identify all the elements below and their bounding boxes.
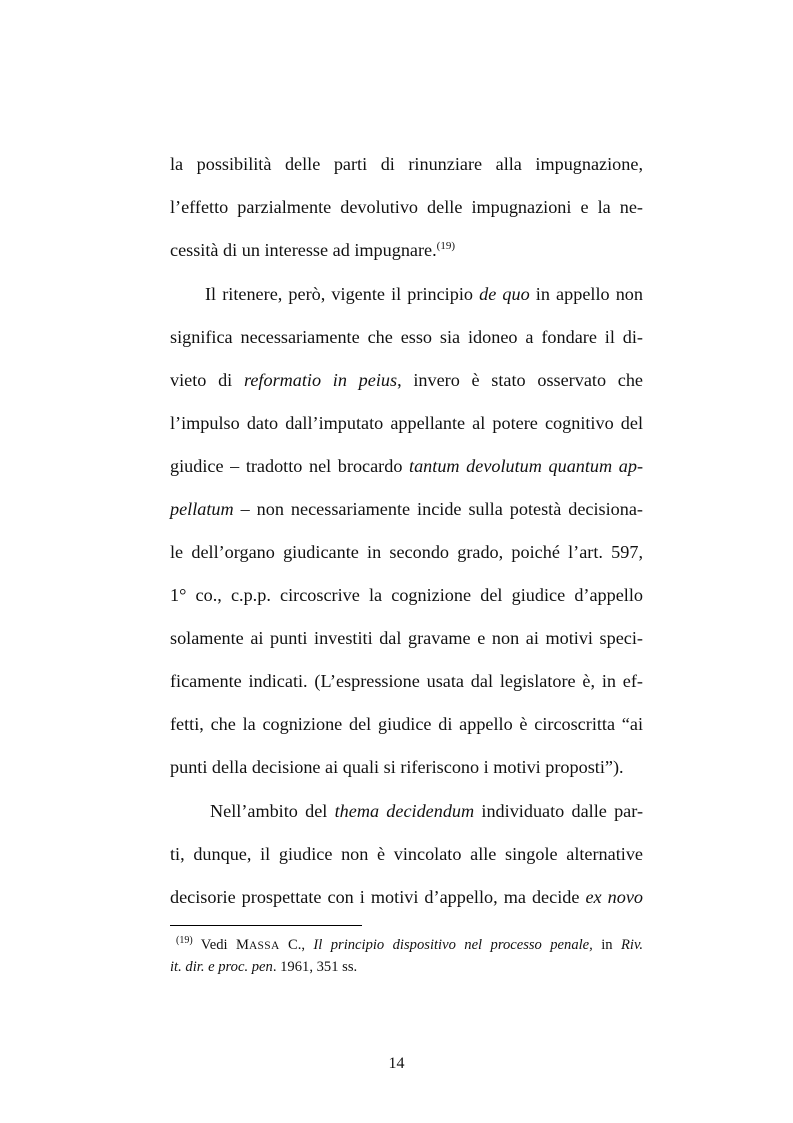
text-line: Nell’ambito del thema decidendum individuato dalle par- — [210, 801, 644, 821]
text-line: fetti, che la cognizione del giudice di appello è circoscritta “ai — [170, 714, 643, 734]
text-line: la possibilità delle parti di rinunziare alla impugnazione, — [170, 154, 643, 174]
text-line: vieto di reformatio in peius, invero è stato osservato che — [170, 370, 644, 390]
footnote-line: $^{(19)}$ Vedi MASSA C., Il principio dispositivo nel processo penale, in Riv. — [176, 935, 643, 953]
page-number: 14 — [388, 1055, 405, 1072]
text-line: significa necessariamente che esso sia idoneo a fondare il di- — [170, 327, 643, 347]
footnote-number: (19) — [176, 935, 193, 946]
text-line: ficamente indicati. (L’espressione usata dal legislatore è, in ef- — [170, 671, 643, 691]
text-line: cessità di un interesse ad impugnare.$^{(19)}$ — [170, 240, 455, 260]
text-line: l’impulso dato dall’imputato appellante al potere cognitivo del — [170, 413, 643, 433]
text-line: Il ritenere, però, vigente il principio de quo in appello non — [205, 284, 643, 304]
footnote-line: it. dir. e proc. pen. 1961, 351 ss. — [170, 959, 358, 975]
footnote-reference[interactable]: (19) — [436, 240, 455, 252]
text-line: pellatum – non necessariamente incide sulla potestà decisiona- — [170, 499, 643, 519]
text-line: giudice – tradotto nel brocardo tantum devolutum quantum ap- — [170, 456, 643, 476]
text-line: l’effetto parzialmente devolutivo delle impugnazioni e la ne- — [170, 197, 643, 217]
footnote-separator — [170, 925, 362, 926]
text-line: ti, dunque, il giudice non è vincolato alle singole alternative — [170, 844, 643, 864]
text-line: le dell’organo giudicante in secondo grado, poiché l’art. 597, — [170, 542, 643, 562]
text-line: 1° co., c.p.p. circoscrive la cognizione del giudice d’appello — [170, 585, 643, 605]
text-line: decisorie prospettate con i motivi d’appello, ma decide ex novo — [170, 887, 644, 907]
text-line: solamente ai punti investiti dal gravame e non ai motivi speci- — [170, 628, 643, 648]
text-line: punti della decisione ai quali si riferiscono i motivi proposti”). — [170, 757, 624, 777]
